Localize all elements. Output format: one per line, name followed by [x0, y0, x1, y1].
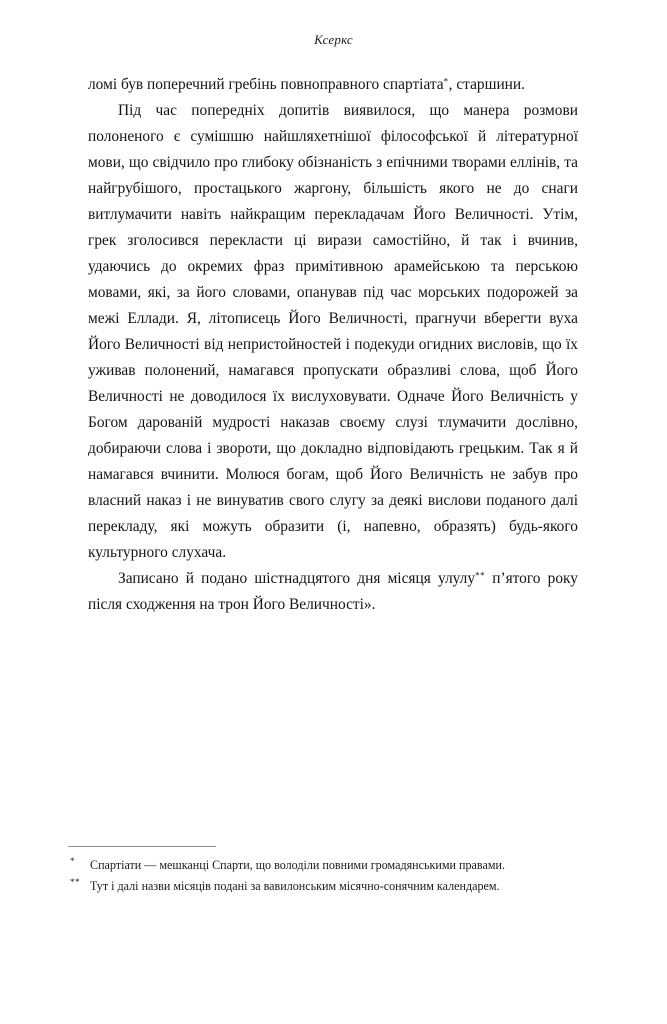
footnote-marker-double-asterisk[interactable]: ** [475, 570, 486, 581]
footnote-item [68, 877, 598, 896]
paragraph-dateline [88, 566, 578, 618]
footnote-area [68, 846, 598, 898]
footnote-separator-rule [68, 846, 216, 847]
paragraph-text-tail: , старшини. [448, 76, 525, 93]
body-text-column [88, 72, 578, 618]
footnote-text: Спартіати — мешканці Спарти, що володіли повними громадянськими правами. [90, 858, 505, 872]
footnote-marker: ** [70, 877, 80, 887]
footnote-item [68, 856, 598, 875]
running-head: Ксеркс [314, 32, 353, 47]
paragraph-text: Під час попередніх допитів виявилося, що манера розмови полоненого є сумішшю найшляхетнішої філософської й літературної мови, що свідчило про глибоку обізнаність з епічними творами еллінів, та найгрубішого, простацького жаргону, більшість якого не до снаги витлумачити навіть найкращим перекладачам Його Величності. Утім, грек зголосився перекласти ці вирази самостійно, й так і вчинив, удаючись до окремих фраз примітивною арамейською та перською мовами, які, за його словами, опанував під час морських подорожей за межі Еллади. Я, літописець Його Величності, прагнучи вберегти вуха Його Величності від непристойностей і подекуди огидних висловів, що їх уживав полонений, намагався пропускати образливі слова, щоб Його Величності не доводилося їх вислуховувати. Одначе Його Величність у Богом дарованій мудрості наказав своєму слузі тлумачити дослівно, добираючи слова і звороти, що докладно відповідають грецьким. Так я й намагався вчинити. Молюся богам, щоб Його Величність не забув про власний наказ і не винуватив свого слугу за деякі вислови поданого далі перекладу, які можуть образити (і, напевно, образять) будь-якого культурного слухача. [88, 102, 578, 561]
paragraph-text: Записано й подано шістнадцятого дня місяця улулу [118, 570, 476, 587]
paragraph-continuation [88, 72, 578, 98]
paragraph-text: ломі був поперечний гребінь повноправного спартіата [88, 76, 444, 93]
paragraph-text-tail: п’ятого року після сходження на трон Його Величності». [88, 570, 578, 613]
footnote-text: Тут і далі назви місяців подані за вавилонським місячно-сонячним календарем. [90, 879, 500, 893]
footnote-marker: * [70, 856, 75, 866]
paragraph-interrogations [88, 98, 578, 566]
footnote-marker-asterisk[interactable]: * [443, 76, 449, 87]
